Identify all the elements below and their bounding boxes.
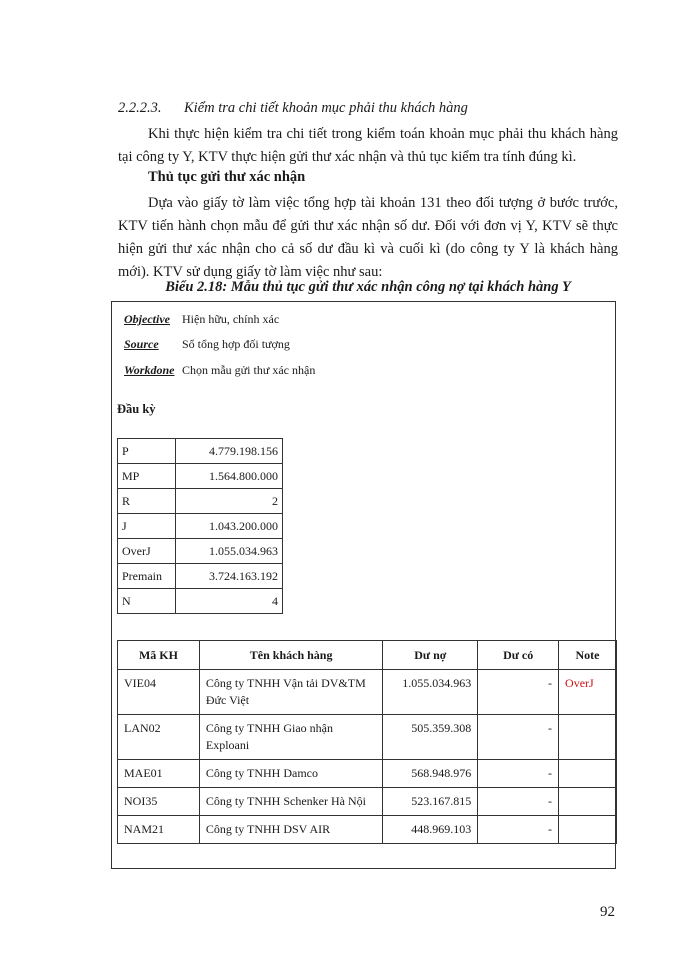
param-row [118, 589, 283, 614]
param-key: P [118, 439, 176, 464]
cell-note [559, 816, 617, 844]
cell-credit: - [478, 760, 559, 788]
param-row [118, 489, 283, 514]
cell-note [559, 760, 617, 788]
meta-label: Source [124, 337, 159, 351]
page-number: 92 [600, 904, 615, 920]
header-credit: Dư có [478, 641, 559, 670]
cell-name: Công ty TNHH Damco [199, 760, 382, 788]
cell-credit: - [478, 670, 559, 715]
section-heading [118, 100, 468, 117]
meta-value: Chọn mẫu gửi thư xác nhận [182, 363, 316, 377]
header-code: Mã KH [118, 641, 200, 670]
paragraph-procedure: Dựa vào giấy tờ làm việc tổng hợp tài khoản 131 theo đối tượng ở bước trước, KTV tiến hành chọn mẫu để gửi thư xác nhận số dư. Đối với đơn vị Y, KTV sẽ thực hiện gửi thư xác nhận cho cả số dư đầu kì và cuối kì (do công ty Y là khách hàng mới). KTV sử dụng giấy tờ làm việc như sau: [118, 195, 618, 280]
table-header-row [118, 641, 617, 670]
param-row [118, 514, 283, 539]
cell-debit: 523.167.815 [383, 788, 478, 816]
table-row [118, 715, 617, 760]
param-key: N [118, 589, 176, 614]
table-row [118, 788, 617, 816]
cell-debit: 505.359.308 [383, 715, 478, 760]
param-value: 4.779.198.156 [176, 439, 283, 464]
cell-debit: 568.948.976 [383, 760, 478, 788]
meta-value: Sổ tổng hợp đối tượng [182, 337, 290, 351]
cell-name: Công ty TNHH Schenker Hà Nội [199, 788, 382, 816]
cell-name: Công ty TNHH DSV AIR [199, 816, 382, 844]
cell-credit: - [478, 715, 559, 760]
param-value: 2 [176, 489, 283, 514]
table-row [118, 670, 617, 715]
param-value: 1.055.034.963 [176, 539, 283, 564]
param-key: R [118, 489, 176, 514]
param-value: 3.724.163.192 [176, 564, 283, 589]
param-row [118, 464, 283, 489]
header-name: Tên khách hàng [199, 641, 382, 670]
meta-objective [124, 312, 279, 327]
table-row [118, 760, 617, 788]
cell-name: Công ty TNHH Vận tải DV&TM Đức Việt [199, 670, 382, 715]
customer-table [117, 640, 617, 844]
cell-note [559, 788, 617, 816]
param-key: OverJ [118, 539, 176, 564]
meta-workdone [124, 363, 315, 378]
param-value: 1.564.800.000 [176, 464, 283, 489]
meta-label: Objective [124, 312, 170, 326]
period-label: Đầu kỳ [117, 402, 156, 416]
cell-code: MAE01 [118, 760, 200, 788]
param-key: MP [118, 464, 176, 489]
cell-code: NOI35 [118, 788, 200, 816]
table-caption: Biểu 2.18: Mẫu thủ tục gửi thư xác nhận công nợ tại khách hàng Y [165, 279, 571, 295]
param-row [118, 539, 283, 564]
param-row [118, 439, 283, 464]
param-key: J [118, 514, 176, 539]
param-value: 1.043.200.000 [176, 514, 283, 539]
header-note: Note [559, 641, 617, 670]
cell-credit: - [478, 816, 559, 844]
worksheet-frame [111, 301, 616, 869]
table-row [118, 816, 617, 844]
header-debit: Dư nợ [383, 641, 478, 670]
meta-value: Hiện hữu, chính xác [182, 312, 280, 326]
param-key: Premain [118, 564, 176, 589]
cell-code: VIE04 [118, 670, 200, 715]
cell-name: Công ty TNHH Giao nhận Exploani [199, 715, 382, 760]
cell-code: LAN02 [118, 715, 200, 760]
parameters-table [117, 438, 283, 614]
section-number: 2.2.2.3. [118, 100, 162, 116]
cell-debit: 1.055.034.963 [383, 670, 478, 715]
cell-debit: 448.969.103 [383, 816, 478, 844]
param-row [118, 564, 283, 589]
param-value: 4 [176, 589, 283, 614]
cell-note: OverJ [559, 670, 617, 715]
cell-credit: - [478, 788, 559, 816]
meta-label: Workdone [124, 363, 175, 377]
subheading: Thủ tục gửi thư xác nhận [148, 169, 306, 185]
cell-note [559, 715, 617, 760]
paragraph-intro: Khi thực hiện kiểm tra chi tiết trong kiểm toán khoản mục phải thu khách hàng tại công ty Y, KTV thực hiện gửi thư xác nhận và thủ tục kiểm tra tính đúng kì. [118, 126, 618, 165]
section-title: Kiểm tra chi tiết khoản mục phải thu khách hàng [184, 100, 468, 116]
meta-source [124, 337, 290, 352]
cell-code: NAM21 [118, 816, 200, 844]
